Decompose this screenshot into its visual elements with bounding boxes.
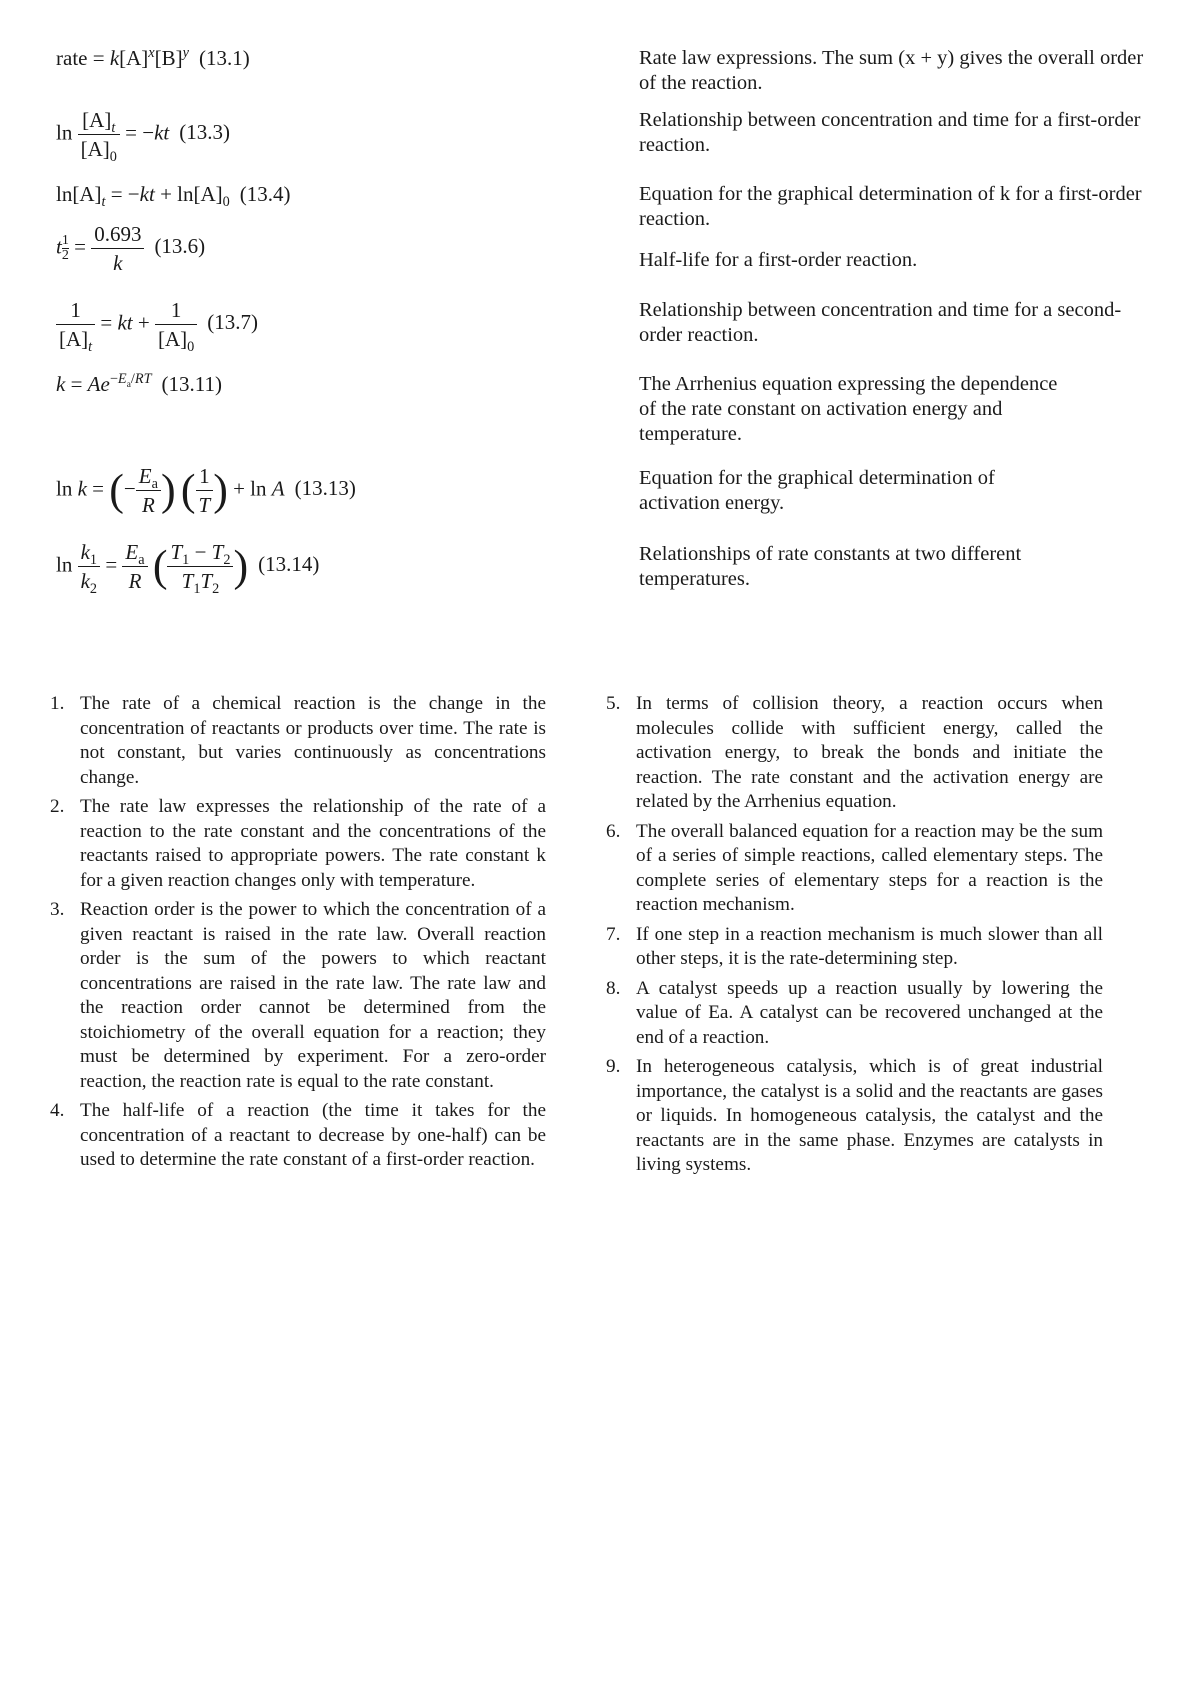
summary-item-3: 3. Reaction order is the power to which the concentration of a given reactant is raised in the rate law. Overall reaction order is the sum of the powers to which reactant concentrations are raised in the rate law. The rate law and the reaction order cannot be determined from the stoichiometry of the overall equation for a reaction; they must be determined by experiment. For a zero-order reaction, the reaction rate is equal to the rate constant. bbox=[50, 899, 546, 1092]
summary-item-8: 8. A catalyst speeds up a reaction usually by lowering the value of Ea. A catalyst can be recovered unchanged at the end of a reaction. bbox=[606, 977, 1103, 1048]
equation-description: Relationships of rate constants at two different temperatures. bbox=[639, 543, 1022, 590]
summary-list-left bbox=[50, 692, 546, 1178]
equation-number: (13.6) bbox=[154, 234, 206, 259]
summary-list-right bbox=[606, 692, 1103, 1183]
summary-item-9: 9. In heterogeneous catalysis, which is of great industrial importance, the catalyst is a solid and the reactants are gases or liquids. In homogeneous catalysis, the catalyst and the reactants are in the same phase. Enzymes are catalysts in living systems. bbox=[606, 1056, 1103, 1175]
summary-item-2: 2. The rate law expresses the relationship of the rate of a reaction to the rate constant and the concentrations of the reactants raised to appropriate powers. The rate constant k for a given reaction changes only with temperature. bbox=[50, 796, 546, 891]
equation-13-6: t $\frac{1}{2}$ = $\frac{0.693}{k}$ (13.6) bbox=[56, 222, 206, 276]
equation-13-1: rate = $k[A]^x[B]^y$ (13.1) bbox=[56, 45, 250, 70]
equation-13-7: $\frac{1}{[A]_t}$ = kt + $\frac{1}{[A]_0}$ (13.7) bbox=[56, 298, 258, 351]
summary-item-4: 4. The half-life of a reaction (the time it takes for the concentration of a reactant to decrease by one-half) can be used to determine the rate constant of a first-order reaction. bbox=[50, 1100, 546, 1170]
equation-13-4: $\ln[A]_t = -kt + \ln[A]_0$ (13.4) bbox=[56, 182, 291, 211]
equation-description: The Arrhenius equation expressing the dependence of the rate constant on activation energy and temperature. bbox=[639, 373, 1058, 445]
equation-description: Rate law expressions. The sum (x + y) gives the overall order of the reaction. bbox=[639, 47, 1144, 94]
equation-13-11: $k = Ae^{-E_a/RT}$ (13.11) bbox=[56, 371, 222, 396]
equation-description: Relationship between concentration and time for a first-order reaction. bbox=[639, 109, 1141, 156]
equation-number: (13.1) bbox=[198, 46, 250, 70]
summary-item-7: 7. If one step in a reaction mechanism is much slower than all other steps, it is the rate-determining step. bbox=[606, 923, 1103, 969]
equation-description: Half-life for a first-order reaction. bbox=[639, 249, 918, 271]
equation-number: (13.7) bbox=[207, 310, 259, 335]
summary-item-5: 5. In terms of collision theory, a reaction occurs when molecules collide with sufficient energy, called the activation energy, to break the bonds and initiate the reaction. The rate constant and the activation energy are related by the Arrhenius equation. bbox=[606, 693, 1103, 812]
equation-description: Equation for the graphical determination of activation energy. bbox=[639, 467, 995, 514]
equation-13-3: ln $\frac{[A]_t}{[A]_0}$ = −kt (13.3) bbox=[56, 108, 230, 166]
equation-number: (13.11) bbox=[161, 372, 222, 396]
summary-item-6: 6. The overall balanced equation for a reaction may be the sum of a series of simple reactions, called elementary steps. The complete series of elementary steps for a reaction is the reaction mechanism. bbox=[606, 820, 1103, 915]
summary-item-1: 1. The rate of a chemical reaction is the change in the concentration of reactants or products over time. The rate is not constant, but varies continuously as concentrations change. bbox=[50, 693, 546, 788]
equation-13-14: ln $\frac{k_1}{k_2}$ = $\frac{E_a}{R}$ ( $\frac{T_1 - T_2}{T_1T_2}$ ) (13.14) bbox=[56, 540, 320, 598]
equation-number: (13.3) bbox=[179, 120, 230, 145]
equation-description: Equation for the graphical determination of k for a first-order reaction. bbox=[639, 183, 1142, 230]
equation-number: (13.4) bbox=[239, 182, 291, 206]
equation-13-13: ln k = (− $\frac{E_a}{R}$ ) ( $\frac{1}{T}$ ) + ln A (13.13) bbox=[56, 464, 356, 518]
equation-number: (13.14) bbox=[258, 552, 320, 577]
equation-description: Relationship between concentration and time for a second-order reaction. bbox=[639, 299, 1122, 346]
equation-number: (13.13) bbox=[294, 476, 356, 501]
